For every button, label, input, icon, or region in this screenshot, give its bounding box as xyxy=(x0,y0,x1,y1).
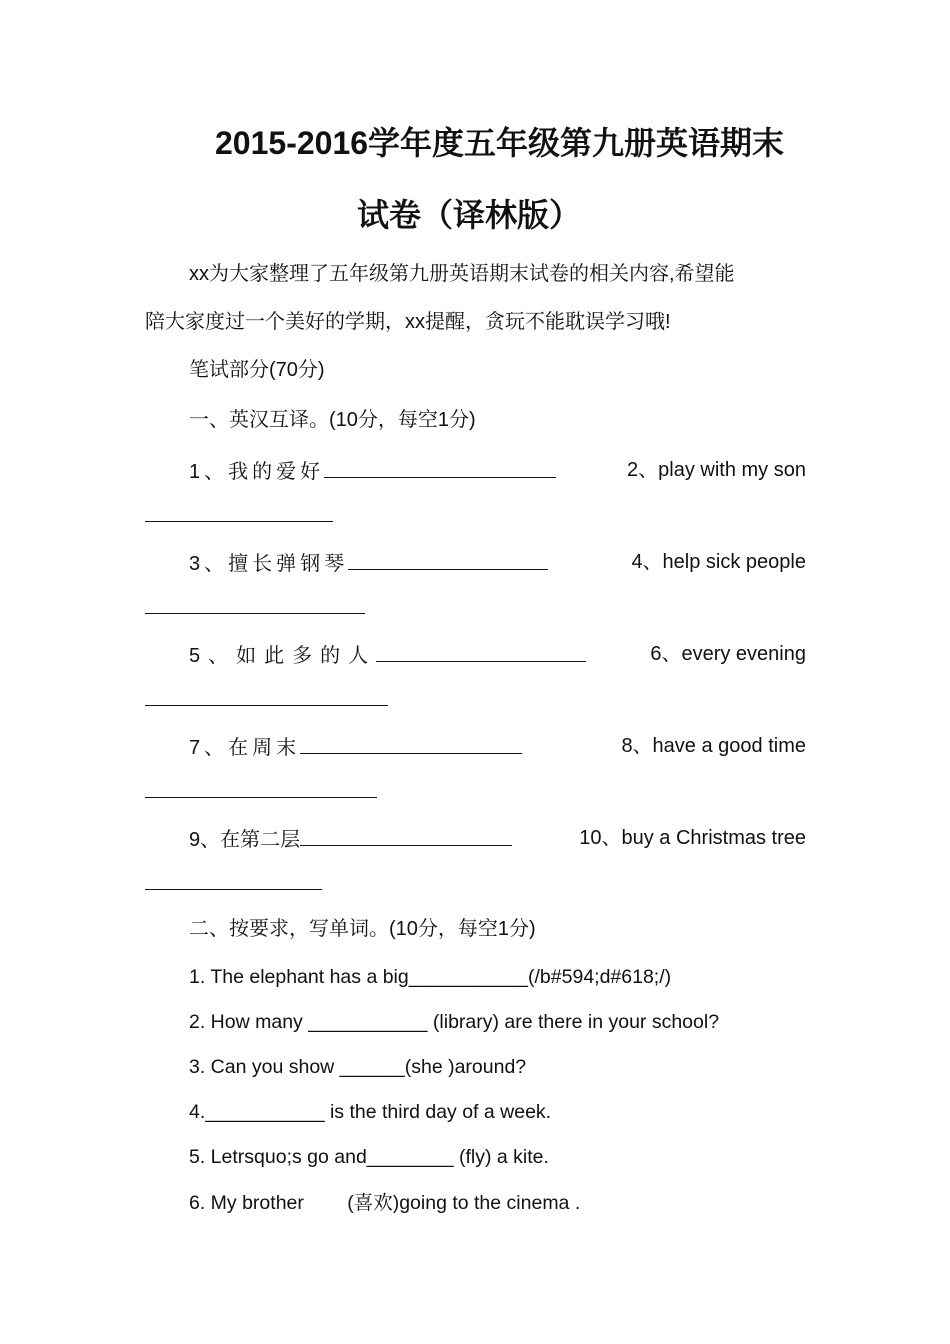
intro-line-2: 陪大家度过一个美好的学期，xx提醒，贪玩不能耽误学习哦! xyxy=(145,311,671,333)
question-3: 3. Can you show ______(she )around? xyxy=(189,1056,527,1078)
question-6: 6. My brother (喜欢)going to the cinema . xyxy=(189,1192,581,1214)
answer-blank[interactable] xyxy=(348,549,548,570)
answer-blank[interactable] xyxy=(145,613,365,614)
item-9 xyxy=(189,825,512,853)
question-1: 1. The elephant has a big___________(/b#594;d#618;/) xyxy=(189,966,672,988)
question-2: 2. How many ___________ (library) are there in your school? xyxy=(189,1011,720,1033)
item-5 xyxy=(189,641,586,669)
answer-blank[interactable] xyxy=(324,457,556,478)
answer-blank[interactable] xyxy=(145,889,322,890)
answer-blank[interactable] xyxy=(145,521,333,522)
item-1-label: 1、我的爱好 xyxy=(189,461,325,483)
item-2-label: 2、play with my son xyxy=(627,459,806,481)
item-9-label: 9、在第二层 xyxy=(189,829,301,851)
item-7 xyxy=(189,733,522,761)
answer-blank[interactable] xyxy=(300,825,512,846)
written-part-label: 笔试部分(70分) xyxy=(189,359,325,381)
section2-heading: 二、按要求，写单词。(10分，每空1分) xyxy=(189,918,536,940)
item-3 xyxy=(189,549,548,577)
item-7-label: 7、在周末 xyxy=(189,737,301,759)
question-5: 5. Letrsquo;s go and________ (fly) a kite. xyxy=(189,1146,549,1168)
answer-blank[interactable] xyxy=(145,705,388,706)
title-line-2: 试卷（译林版） xyxy=(357,197,582,233)
item-10-label: 10、buy a Christmas tree xyxy=(579,827,806,849)
answer-blank[interactable] xyxy=(300,733,522,754)
item-8-label: 8、have a good time xyxy=(621,735,806,757)
answer-blank[interactable] xyxy=(145,797,377,798)
answer-blank[interactable] xyxy=(376,641,586,662)
item-6-label: 6、every evening xyxy=(650,643,806,665)
question-4: 4.___________ is the third day of a week. xyxy=(189,1101,552,1123)
item-1 xyxy=(189,457,556,485)
item-4-label: 4、help sick people xyxy=(631,551,806,573)
intro-line-1: xx为大家整理了五年级第九册英语期末试卷的相关内容,希望能 xyxy=(189,263,735,285)
title-line-1: 2015-2016学年度五年级第九册英语期末 xyxy=(215,125,785,161)
item-3-label: 3、擅长弹钢琴 xyxy=(189,553,349,575)
item-5-label: 5、如此多的人 xyxy=(189,645,377,667)
section1-heading: 一、英汉互译。(10分，每空1分) xyxy=(189,409,476,431)
